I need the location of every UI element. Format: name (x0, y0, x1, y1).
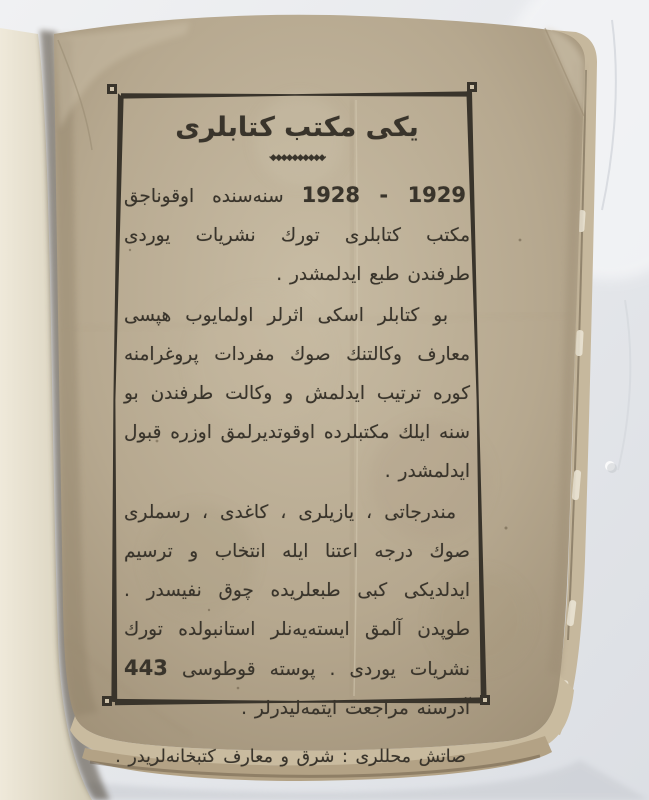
year-range: 1929 - 1928 (301, 183, 467, 207)
paragraph-text: مندرجاتى ، يازيلرى ، كاغدى ، رسملرى صوك درجه اعتنا ايله انتخاب و ترسيم ايدلديكى كبى طبعلريده چوق نفيسدر . طوپدن آلمق ايسته‌يه‌نلر استانبولده تورك نشريات يوردى . پوسته قوطوسى (124, 502, 470, 680)
paragraph-curriculum: بو كتابلر اسكى اثرلر اولمايوب هپسى معارف وكالتنك صوك مفردات پروغرامنه كوره ترتيب ايدلمش و وكالت طرفندن بو سنه ايلك مكتبلرده اوقوتديرلمق اوزره قبول ايدلمشدر . (124, 305, 470, 482)
paragraph-text: سنه‌سنده اوقوناجق مكتب كتابلرى تورك نشريات يوردى طرفندن طبع ايدلمشدر . (124, 186, 470, 285)
printed-page-content (115, 102, 470, 779)
paragraph-print-year (124, 176, 470, 294)
frame-corner-ornament-bottom-right (480, 695, 490, 705)
paragraph-text: آدرسنه مراجعت ايتمه‌ليدرلر . (241, 698, 470, 719)
title-divider-ornament: ·◆◆◆◆◆◆◆◆◆◆· (268, 153, 326, 163)
po-box-number: 443 (124, 656, 168, 680)
frame-corner-ornament-top-right (467, 82, 477, 92)
page-title: يكى مكتب كتابلرى (175, 112, 419, 143)
sales-places-line: صاتش محللرى : شرق و معارف كتبخانه‌لريدر . (115, 747, 466, 767)
paragraph-quality-and-address (124, 493, 470, 728)
frame-corner-ornament-bottom-left (102, 696, 112, 706)
frame-corner-ornament-top-left (107, 84, 117, 94)
